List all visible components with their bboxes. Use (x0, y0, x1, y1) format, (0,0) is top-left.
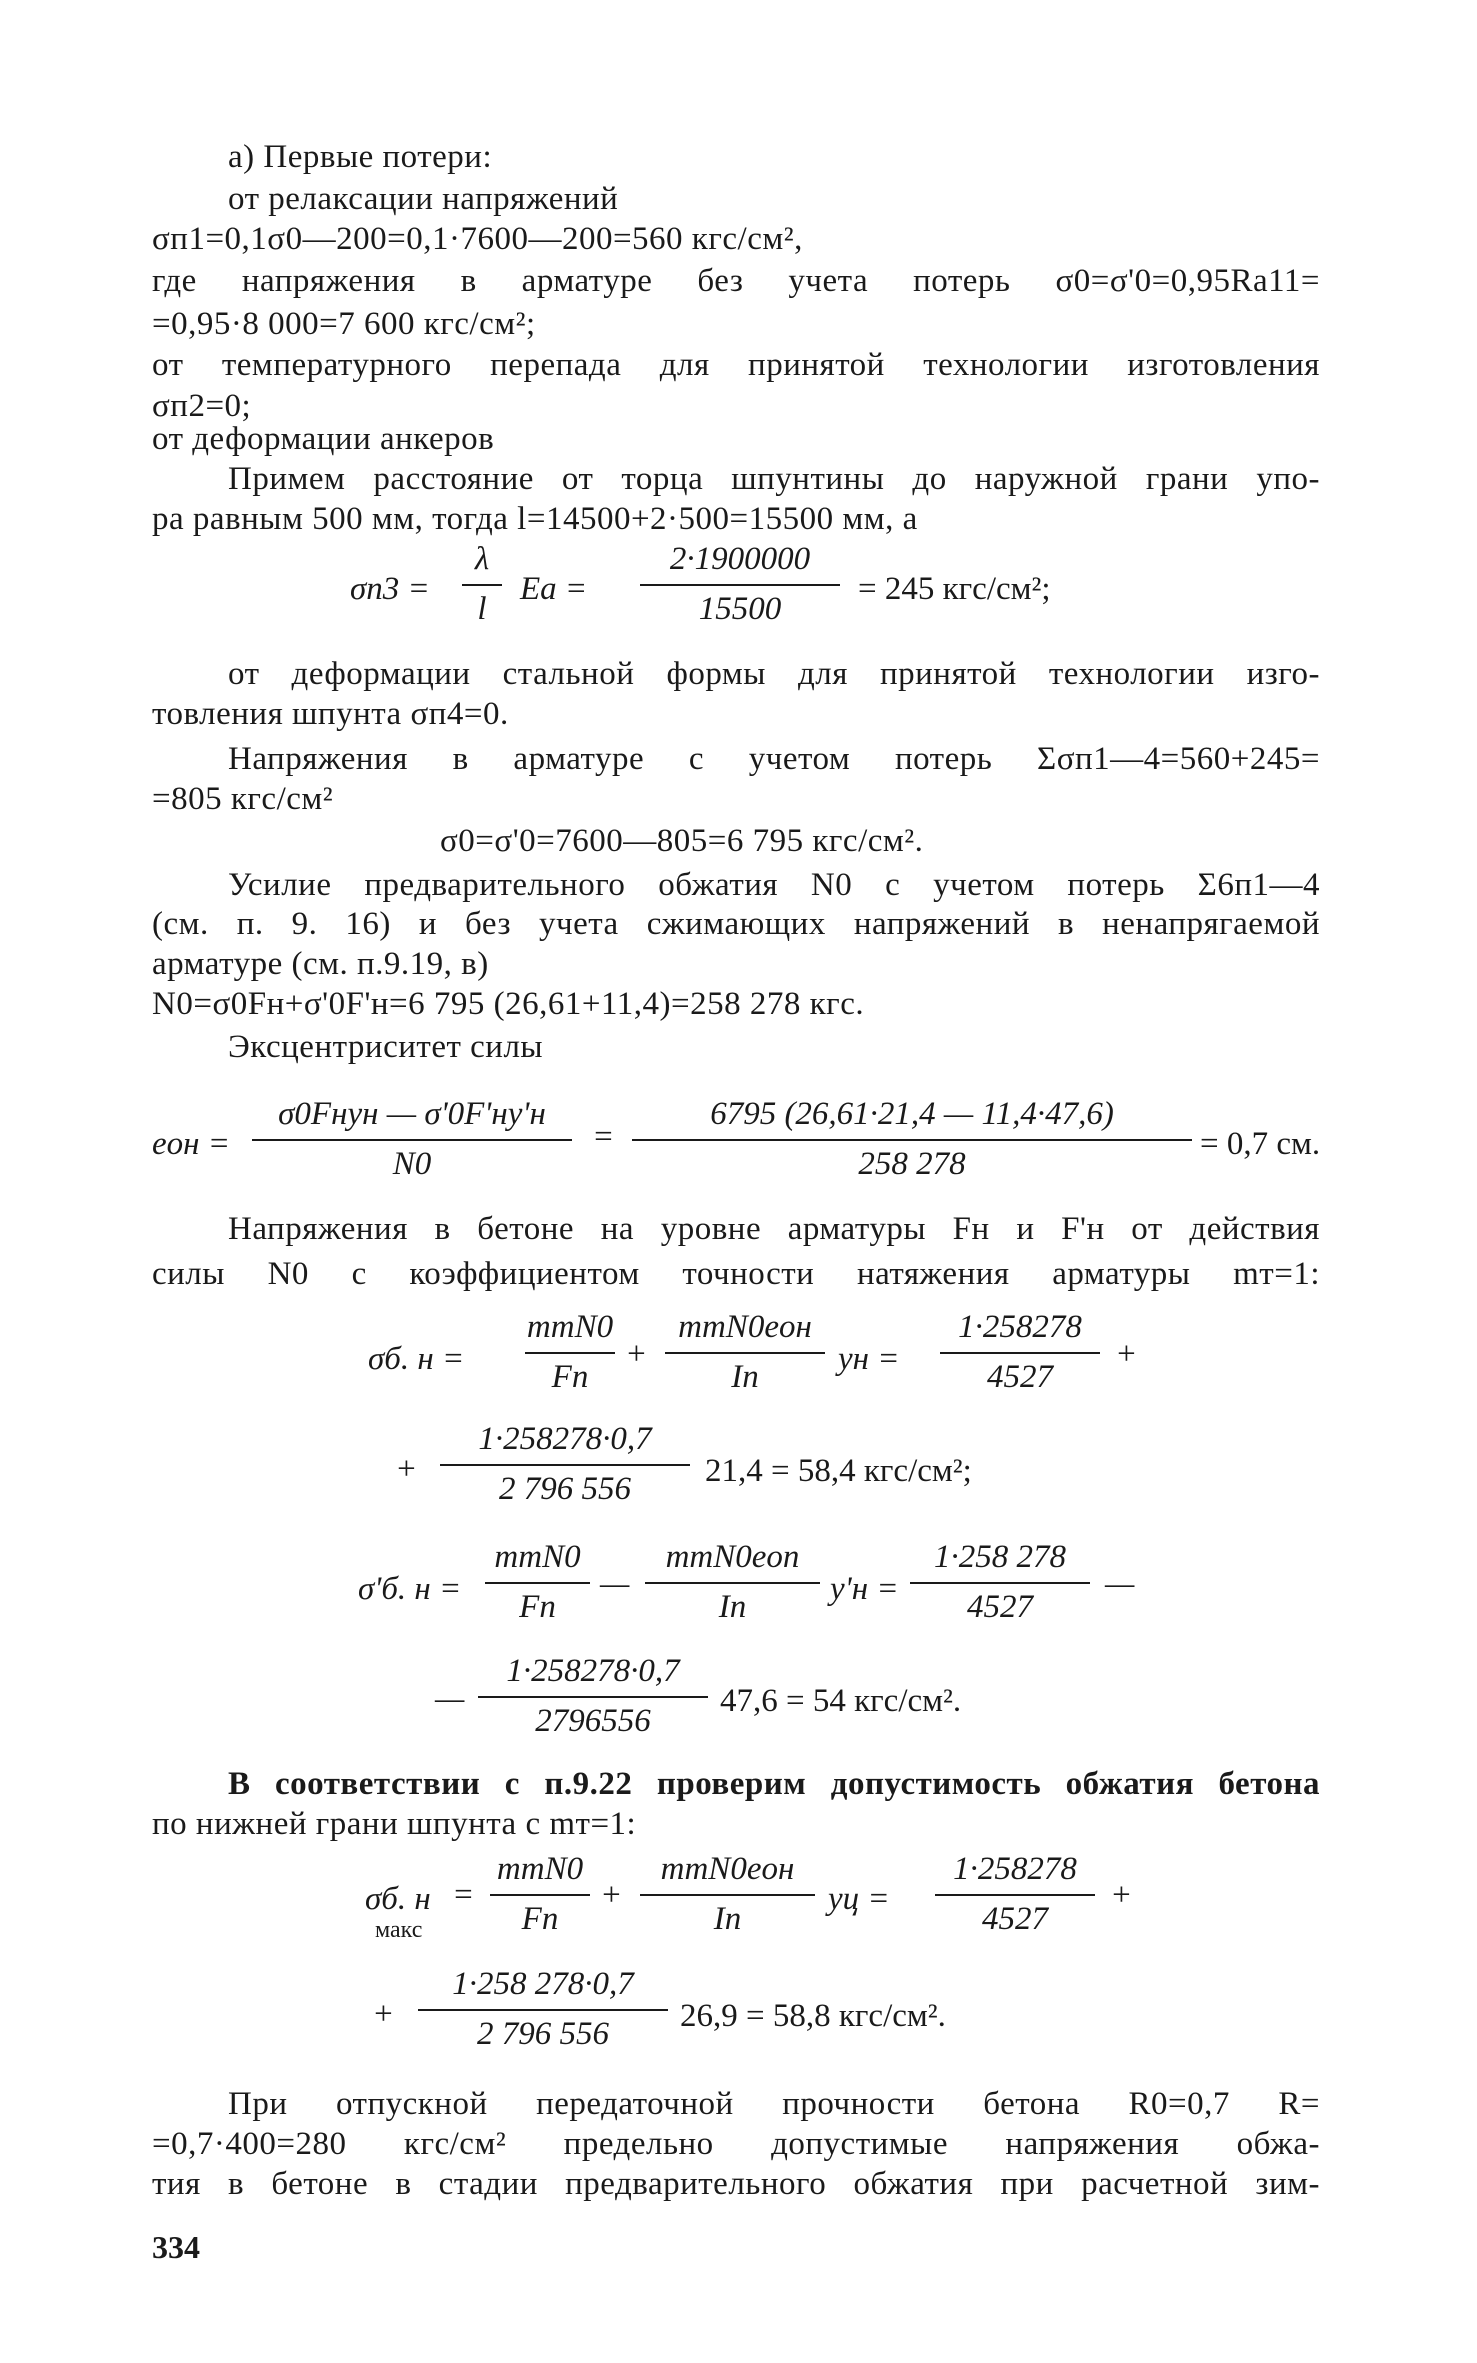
text-line: В соответствии с п.9.22 проверим допустимость обжатия бетона (228, 1766, 1320, 1802)
text-line: (см. п. 9. 16) и без учета сжимающих напряжений в ненапрягаемой (152, 906, 1320, 942)
text-line: от деформации анкеров (152, 421, 495, 457)
page-number: 334 (152, 2229, 200, 2265)
text-line: от релаксации напряжений (228, 181, 619, 217)
text-line: ра равным 500 мм, тогда l=14500+2·500=15500 мм, а (152, 501, 918, 537)
text-line: от температурного перепада для принятой технологии изготовления (152, 347, 1320, 383)
text-line: σп1=0,1σ0—200=0,1·7600—200=560 кгс/см², (152, 221, 803, 257)
text-line: арматуре (см. п.9.19, в) (152, 946, 489, 982)
text-line: N0=σ0Fн+σ'0F'н=6 795 (26,61+11,4)=258 278 кгс. (152, 986, 865, 1022)
text-line: Напряжения в арматуре с учетом потерь Σσп1—4=560+245= (228, 741, 1320, 777)
text-line: Эксцентриситет силы (228, 1029, 544, 1065)
text-line: σп2=0; (152, 388, 252, 424)
text-line: =0,7·400=280 кгс/см² предельно допустимые напряжения обжа- (152, 2126, 1320, 2162)
text-line: Примем расстояние от торца шпунтины до наружной грани упо- (228, 461, 1320, 497)
text-line: σ0=σ'0=7600—805=6 795 кгс/см². (440, 823, 924, 859)
text-line: Напряжения в бетоне на уровне арматуры Fн и F'н от действия (228, 1211, 1320, 1247)
text-line: силы N0 с коэффициентом точности натяжения арматуры mт=1: (152, 1256, 1320, 1292)
text-line: а) Первые потери: (228, 139, 493, 175)
text-line: =0,95·8 000=7 600 кгс/см²; (152, 306, 536, 342)
text-line: от деформации стальной формы для принятой технологии изго- (228, 656, 1320, 692)
text-line: тия в бетоне в стадии предварительного обжатия при расчетной зим- (152, 2166, 1320, 2202)
text-line: по нижней грани шпунта с mт=1: (152, 1806, 637, 1842)
text-line: При отпускной передаточной прочности бетона R0=0,7 R= (228, 2086, 1320, 2122)
text-line: товления шпунта σп4=0. (152, 696, 509, 732)
text-line: =805 кгс/см² (152, 781, 334, 817)
text-line: где напряжения в арматуре без учета потерь σ0=σ'0=0,95Rа11= (152, 263, 1320, 299)
text-line: Усилие предварительного обжатия N0 с учетом потерь Σ6п1—4 (228, 867, 1320, 903)
book-page: а) Первые потери: от релаксации напряжений σп1=0,1σ0—200=0,1·7600—200=560 кгс/см², где напряжения в арматуре без учета потерь σ0=σ'0=0,95Rа11= =0,95·8 000=7 600 кгс/см²; от температурного перепада для принятой технологии изготовления σп2=0; от деформации анкеров Примем расстояние от торца шпунтины до наружной грани упо- ра равным 500 мм, тогда l=14500+2·500=15500 мм, а σп3 = λ l Eа = 2·1900000 15500 = 245 кгс/см²; от деформации стальной формы для принятой технологии изго- товления шпунта σп4=0. Напряжения в арматуре с учетом потерь Σσп1—4=560+245= =805 кгс/см² σ0=σ'0=7600—805=6 795 кгс/см². Усилие предварительного обжатия N0 с учетом потерь Σ6п1—4 (см. п. 9. 16) и без учета сжимающих напряжений в ненапрягаемой арматуре (см. п.9.19, в) N0=σ0Fн+σ'0F'н=6 795 (26,61+11,4)=258 278 кгс. Эксцентриситет силы eон = σ0Fнyн — σ'0F'нy'н N0 = 6795 (26,61·21,4 — 11,4·47,6) 258 278 = 0,7 см. Напряжения в бетоне на уровне арматуры Fн и F'н от действия силы N0 с коэффициентом точности натяжения арматуры mт=1: σб. н = mтN0 Fп + mтN0eон Iп yн = 1·258278 4527 + + 1·258278·0,7 2 796 556 21,4 = 58,4 кгс/см²; σ'б. н = mтN0 Fп — mтN0eоп Iп y'н = 1·258 278 4527 — — 1·258278·0,7 2796556 47,6 = 54 кгс/см². В соответствии с п.9.22 проверим допустимость обжатия бетона по нижней грани шпунта с mт=1: σб. н макс = mтN0 Fп + mтN0eон Iп yц = 1·258278 4527 + + 1·258 278·0,7 2 796 556 26,9 = 58,8 кгс/см². При отпускной передаточной прочности бетона R0=0,7 R= =0,7·400=280 кгс/см² предельно допустимые напряжения обжа- тия в бетоне в стадии предварительного обжатия при расчетной зим- 334 (152, 139, 1321, 2265)
